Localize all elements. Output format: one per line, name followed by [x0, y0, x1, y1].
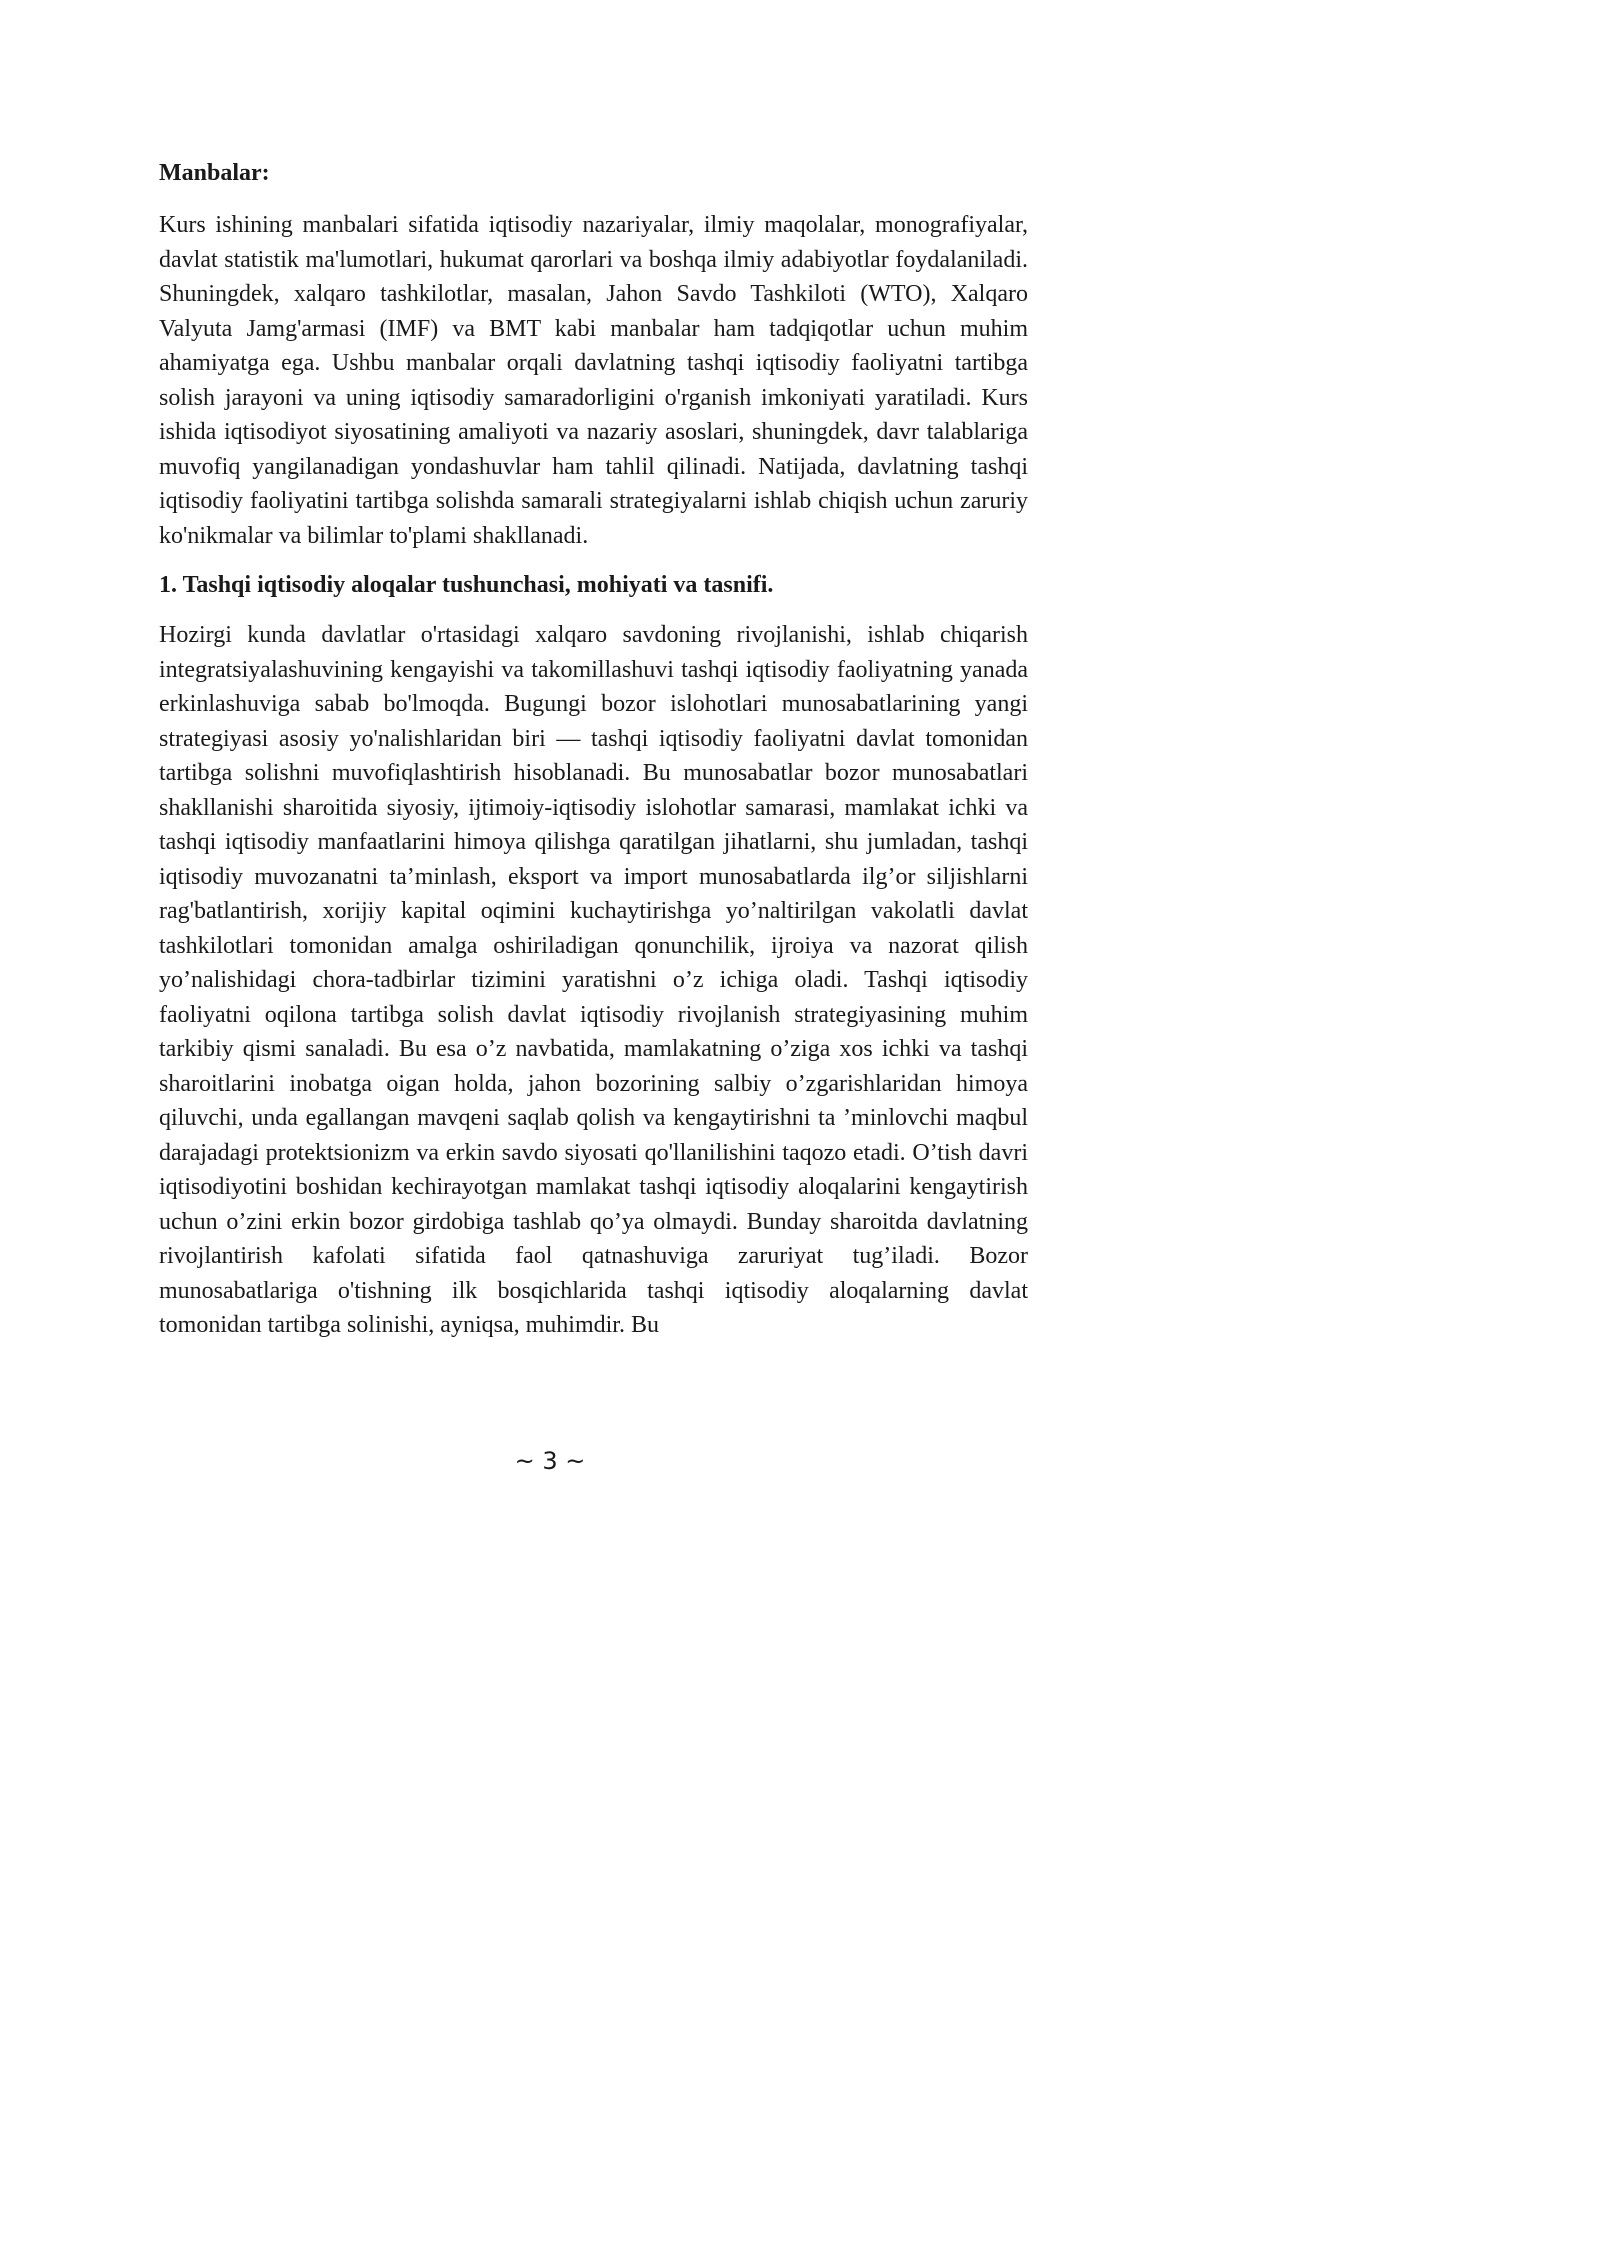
sources-heading: Manbalar:	[159, 160, 270, 186]
section-heading: 1. Tashqi iqtisodiy aloqalar tushunchasi, mohiyati va tasnifi.	[159, 572, 774, 598]
document-page	[159, 156, 1028, 1358]
intro-paragraph: Kurs ishining manbalari sifatida iqtisodiy nazariyalar, ilmiy maqolalar, monografiyalar, davlat statistik ma'lumotlari, hukumat qarorlari va boshqa ilmiy adabiyotlar foydalaniladi. Shuningdek, xalqaro tashkilotlar, masalan, Jahon Savdo Tashkiloti (WTO), Xalqaro Valyuta Jamg'armasi (IMF) va BMT kabi manbalar ham tadqiqotlar uchun muhim ahamiyatga ega. Ushbu manbalar orqali davlatning tashqi iqtisodiy faoliyatni tartibga solish jarayoni va uning iqtisodiy samaradorligini o'rganish imkoniyati yaratiladi. Kurs ishida iqtisodiyot siyosatining amaliyoti va nazariy asoslari, shuningdek, davr talablariga muvofiq yangilanadigan yondashuvlar ham tahlil qilinadi. Natijada, davlatning tashqi iqtisodiy faoliyatini tartibga solishda samarali strategiyalarni ishlab chiqish uchun zaruriy ko'nikmalar va bilimlar to'plami shakllanadi.	[159, 212, 1028, 549]
section-paragraph: Hozirgi kunda davlatlar o'rtasidagi xalqaro savdoning rivojlanishi, ishlab chiqarish integratsiyalashuvining kengayishi va takomillashuvi tashqi iqtisodiy faoliyatning yanada erkinlashuviga sabab bo'lmoqda. Bugungi bozor islohotlari munosabatlarining yangi strategiyasi asosiy yo'nalishlaridan biri — tashqi iqtisodiy faoliyatni davlat tomonidan tartibga solishni muvofiqlashtirish hisoblanadi. Bu munosabatlar bozor munosabatlari shakllanishi sharoitida siyosiy, ijtimoiy-iqtisodiy islohotlar samarasi, mamlakat ichki va tashqi iqtisodiy manfaatlarini himoya qilishga qaratilgan jihatlarni, shu jumladan, tashqi iqtisodiy muvozanatni ta’minlash, eksport va import munosabatlarda ilg’or siljishlarni rag'batlantirish, xorijiy kapital oqimini kuchaytirishga yo’naltirilgan vakolatli davlat tashkilotlari tomonidan amalga oshiriladigan qonunchilik, ijroiya va nazorat qilish yo’nalishidagi chora-tadbirlar tizimini yaratishni o’z ichiga oladi. Tashqi iqtisodiy faoliyatni oqilona tartibga solish davlat iqtisodiy rivojlanish strategiyasining muhim tarkibiy qismi sanaladi. Bu esa o’z navbatida, mamlakatning o’ziga xos ichki va tashqi sharoitlarini inobatga oigan holda, jahon bozorining salbiy o’zgarishlaridan himoya qiluvchi, unda egallangan mavqeni saqlab qolish va kengaytirishni ta ’minlovchi maqbul darajadagi protektsionizm va erkin savdo siyosati qo'llanilishini taqozo etadi. O’tish davri iqtisodiyotini boshidan kechirayotgan mamlakat tashqi iqtisodiy aloqalarini kengaytirish uchun o’zini erkin bozor girdobiga tashlab qo’ya olmaydi. Bunday sharoitda davlatning rivojlantirish kafolati sifatida faol qatnashuviga zaruriyat tug’iladi. Bozor munosabatlariga o'tishning ilk bosqichlarida tashqi iqtisodiy aloqalarning davlat tomonidan tartibga solinishi, ayniqsa, muhimdir. Bu	[159, 622, 1028, 1338]
page-number: ~ 3 ~	[514, 1447, 586, 1475]
